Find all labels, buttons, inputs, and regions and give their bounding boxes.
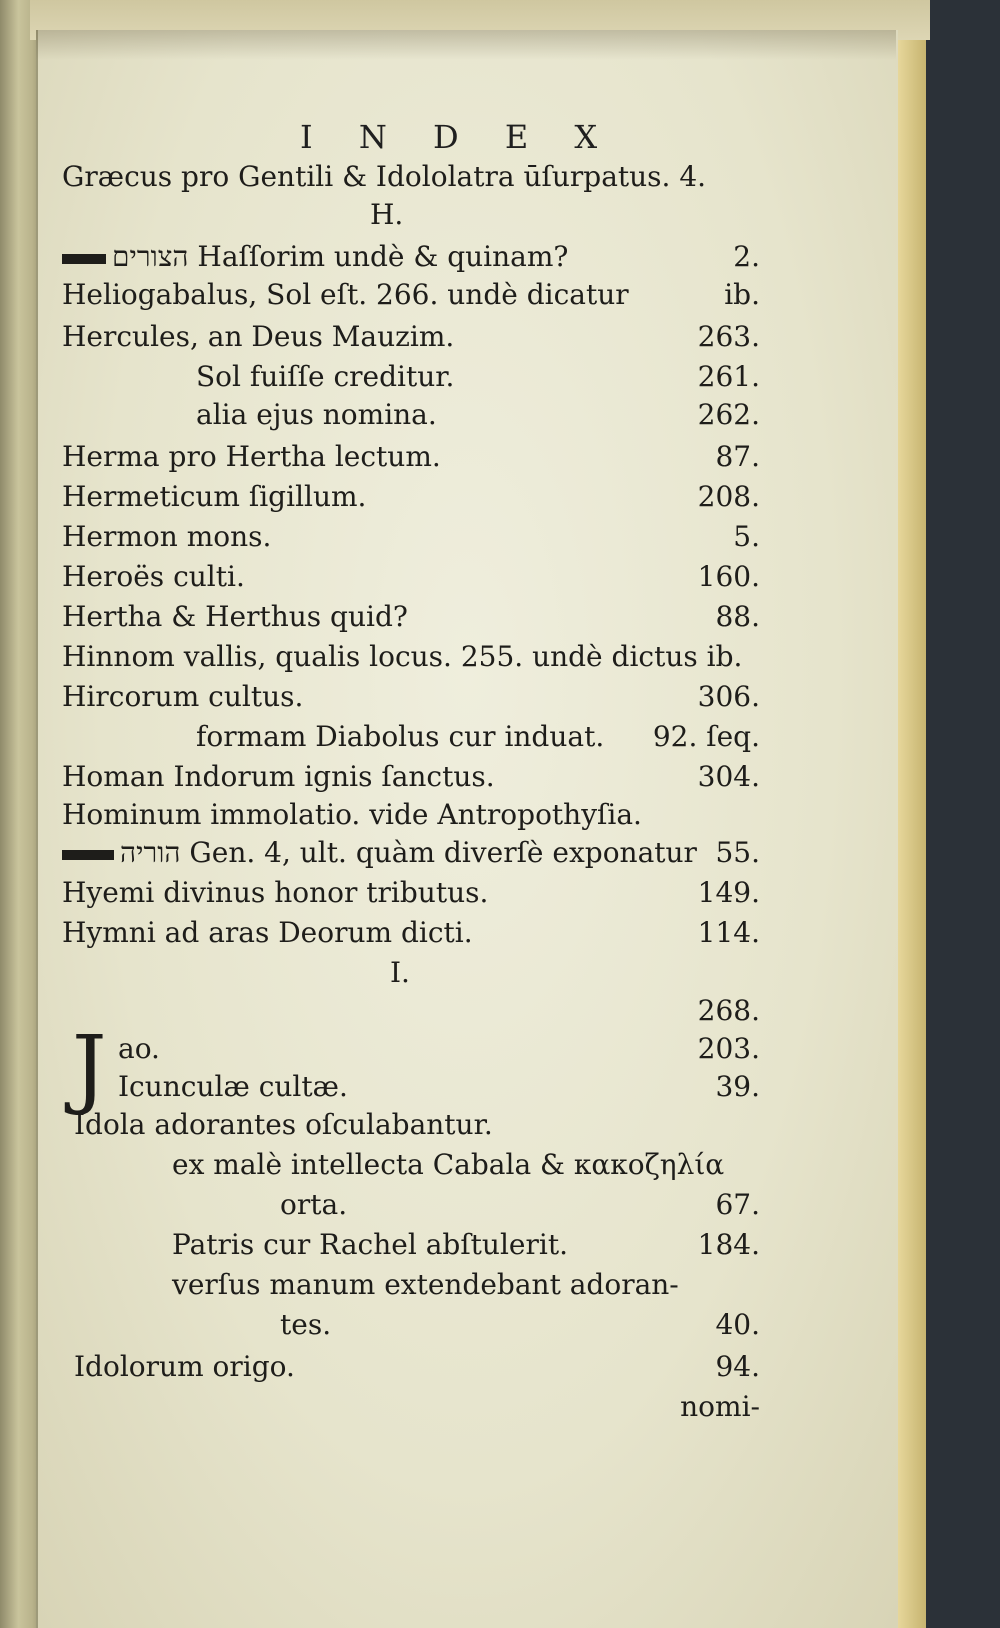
page-shadow (36, 30, 896, 60)
page-header: I N D E X (300, 118, 616, 156)
hebrew-word: הצורים (112, 240, 189, 273)
hebrew-word-mark (62, 850, 114, 860)
hebrew-word: הוריה (120, 836, 181, 869)
hebrew-word-mark (62, 254, 106, 264)
drop-cap: J (72, 1018, 107, 1118)
